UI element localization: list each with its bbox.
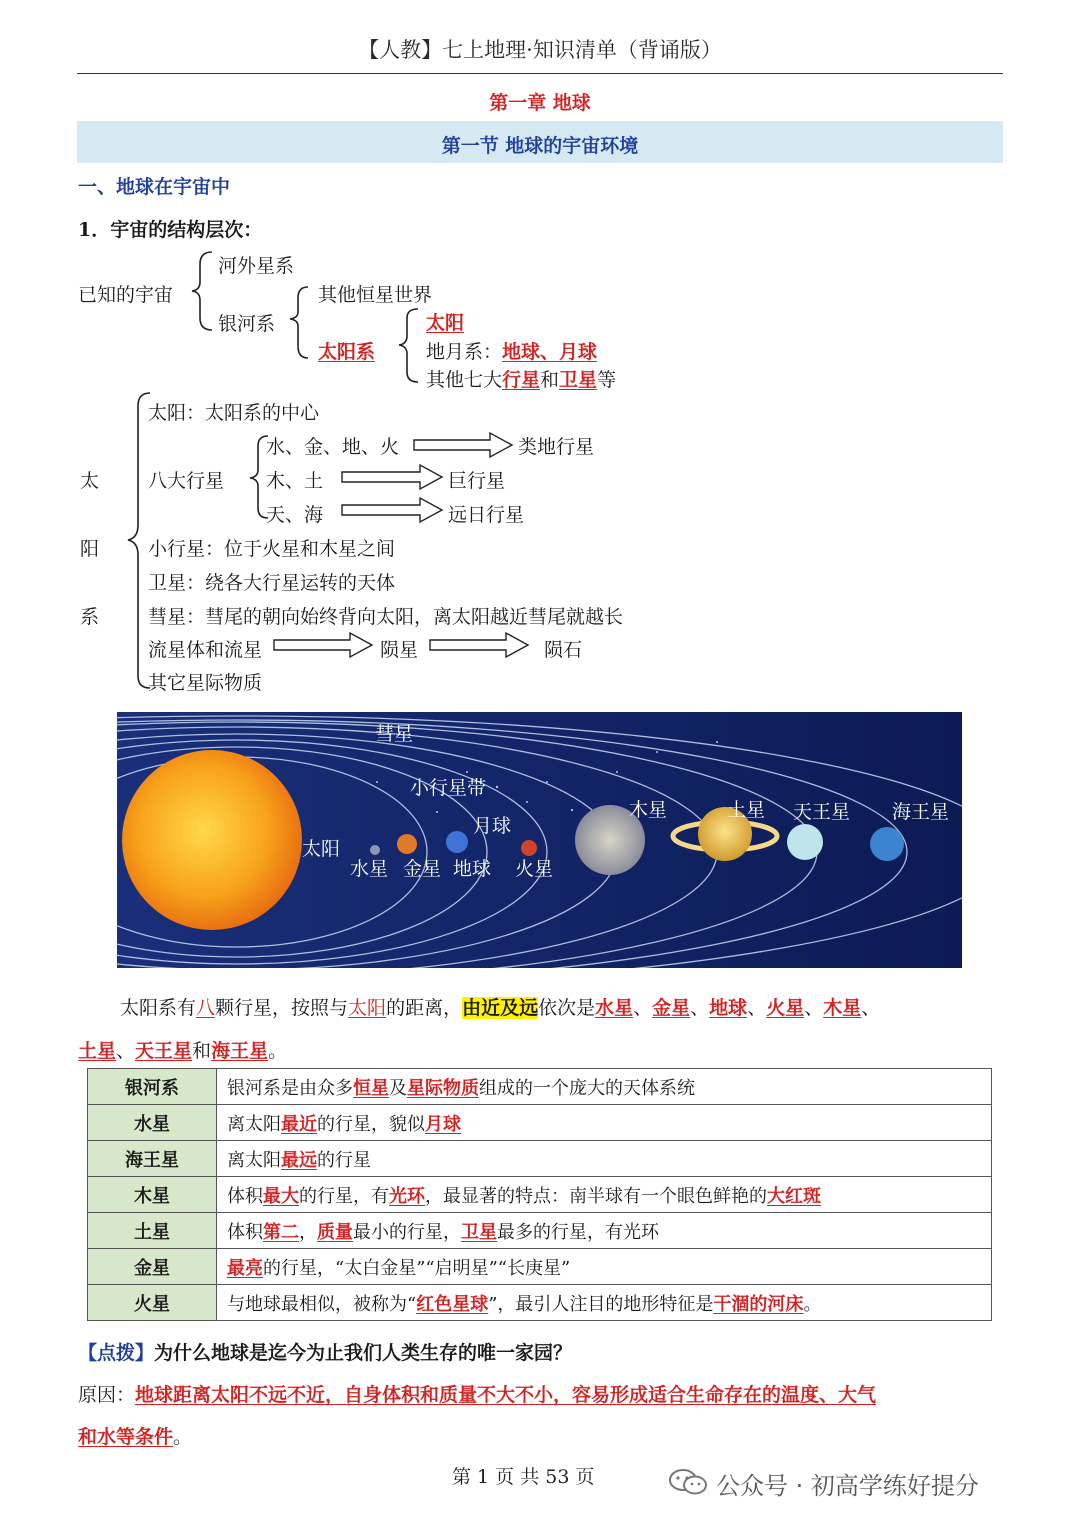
solar-root-char-3: 系 bbox=[80, 606, 100, 628]
node-milky-way: 银河系 bbox=[218, 313, 276, 335]
node-other-seven bbox=[426, 365, 616, 392]
comet-line: 彗星：彗尾的朝向始终背向太阳，离太阳越近彗尾就越长 bbox=[148, 606, 624, 628]
para-sun: 太阳 bbox=[348, 997, 387, 1019]
para-mars: 火星 bbox=[766, 997, 805, 1019]
para-eight: 八 bbox=[196, 997, 216, 1019]
far-group: 天、海 bbox=[266, 504, 324, 526]
meteoroid-line: 流星体和流星 bbox=[148, 639, 263, 661]
para-uranus: 天王星 bbox=[135, 1040, 193, 1062]
label-mars: 火星 bbox=[515, 858, 554, 880]
label-saturn: 土星 bbox=[727, 799, 766, 821]
para-and: 和 bbox=[192, 1040, 212, 1062]
far-planets: 远日行星 bbox=[448, 504, 525, 526]
row-key: 水星 bbox=[88, 1105, 217, 1141]
para-sep: 、 bbox=[747, 997, 767, 1019]
label-uranus: 天王星 bbox=[793, 801, 851, 823]
satellites-word: 卫星 bbox=[559, 369, 598, 391]
label-venus: 金星 bbox=[403, 858, 442, 880]
table-row bbox=[88, 1213, 992, 1249]
and-word: 和 bbox=[540, 369, 560, 391]
row-key: 银河系 bbox=[88, 1069, 217, 1105]
meteorite-stone: 陨石 bbox=[544, 639, 583, 661]
meteorite-fall: 陨星 bbox=[380, 639, 419, 661]
para-venus: 金星 bbox=[652, 997, 691, 1019]
part-heading: 一、地球在宇宙中 bbox=[78, 176, 231, 198]
para-sep: 、 bbox=[861, 997, 881, 1019]
chapter-title: 第一章 地球 bbox=[489, 92, 591, 114]
table-row bbox=[88, 1141, 992, 1177]
label-moon: 月球 bbox=[473, 815, 512, 837]
label-asteroid-belt: 小行星带 bbox=[410, 777, 487, 799]
para-sep: 、 bbox=[690, 997, 710, 1019]
solar-system-image bbox=[117, 712, 962, 968]
para-end: 。 bbox=[268, 1040, 288, 1062]
giant-planets: 巨行星 bbox=[448, 470, 506, 492]
item-heading: 1．宇宙的结构层次： bbox=[78, 219, 263, 241]
para-mercury: 水星 bbox=[595, 997, 634, 1019]
reason-text-2: 和水等条件 bbox=[78, 1426, 174, 1448]
tree-root-universe: 已知的宇宙 bbox=[78, 284, 174, 306]
planets-order-line-2 bbox=[78, 1036, 287, 1063]
earth-moon-label: 地月系： bbox=[426, 341, 503, 363]
label-earth: 地球 bbox=[453, 858, 492, 880]
node-earth-moon bbox=[426, 337, 597, 364]
watermark: 公众号 · 初高学练好提分 bbox=[716, 1472, 979, 1500]
para-jupiter: 木星 bbox=[823, 997, 862, 1019]
label-sun: 太阳 bbox=[302, 838, 341, 860]
other-seven-prefix: 其他七大 bbox=[426, 369, 503, 391]
para-text: 依次是 bbox=[538, 997, 596, 1019]
label-comet: 彗星 bbox=[375, 723, 414, 745]
node-sun: 太阳 bbox=[426, 312, 465, 334]
tip-line bbox=[78, 1338, 572, 1365]
planets-word: 行星 bbox=[502, 369, 541, 391]
row-value: 体积最大的行星，有光环，最显著的特点：南半球有一个眼色鲜艳的大红斑 bbox=[217, 1177, 992, 1213]
label-mercury: 水星 bbox=[350, 858, 389, 880]
label-neptune: 海王星 bbox=[892, 801, 950, 823]
row-value: 银河系是由众多恒星及星际物质组成的一个庞大的天体系统 bbox=[217, 1069, 992, 1105]
solar-root-char-2: 阳 bbox=[80, 538, 100, 560]
para-text: 的距离， bbox=[386, 997, 463, 1019]
row-value: 最亮的行星，“太白金星”“启明星”“长庚星” bbox=[217, 1249, 992, 1285]
planets-order-line-1 bbox=[120, 993, 880, 1020]
etc-word: 等 bbox=[597, 369, 617, 391]
label-jupiter: 木星 bbox=[629, 799, 668, 821]
para-sep: 、 bbox=[804, 997, 824, 1019]
row-key: 金星 bbox=[88, 1249, 217, 1285]
reason-line-1 bbox=[78, 1380, 876, 1407]
node-other-stars: 其他恒星世界 bbox=[318, 284, 433, 306]
terrestrial-group: 水、金、地、火 bbox=[266, 436, 400, 458]
para-highlight: 由近及远 bbox=[462, 997, 539, 1019]
tip-label: 【点拨】 bbox=[78, 1342, 155, 1364]
row-value: 与地球最相似，被称为“红色星球”，最引人注目的地形特征是干涸的河床。 bbox=[217, 1285, 992, 1321]
table-row bbox=[88, 1249, 992, 1285]
row-value: 体积第二，质量最小的行星，卫星最多的行星，有光环 bbox=[217, 1213, 992, 1249]
para-sep: 、 bbox=[633, 997, 653, 1019]
satellite-line: 卫星：绕各大行星运转的天体 bbox=[148, 572, 396, 594]
document-title: 【人教】七上地理·知识清单（背诵版） bbox=[358, 38, 722, 62]
row-key: 火星 bbox=[88, 1285, 217, 1321]
table-row bbox=[88, 1285, 992, 1321]
section-title: 第一节 地球的宇宙环境 bbox=[441, 135, 639, 157]
sun-line: 太阳：太阳系的中心 bbox=[148, 402, 320, 424]
para-earth: 地球 bbox=[709, 997, 748, 1019]
reason-label: 原因： bbox=[78, 1384, 136, 1406]
para-text: 太阳系有 bbox=[120, 997, 197, 1019]
table-row bbox=[88, 1177, 992, 1213]
wechat-icon bbox=[668, 1468, 708, 1496]
row-value: 离太阳最近的行星，貌似月球 bbox=[217, 1105, 992, 1141]
earth-moon-value: 地球、月球 bbox=[502, 341, 598, 363]
terrestrial-planets: 类地行星 bbox=[518, 436, 595, 458]
page-number: 第 1 页 共 53 页 bbox=[452, 1466, 595, 1488]
table-row bbox=[88, 1069, 992, 1105]
reason-text-1: 地球距离太阳不远不近，自身体积和质量不大不小，容易形成适合生命存在的温度、大气 bbox=[135, 1384, 877, 1406]
reason-line-2 bbox=[78, 1422, 192, 1449]
tip-question: 为什么地球是迄今为止我们人类生存的唯一家园？ bbox=[154, 1342, 573, 1364]
node-solar-system: 太阳系 bbox=[318, 341, 376, 363]
asteroid-line: 小行星：位于火星和木星之间 bbox=[148, 538, 396, 560]
eight-planets: 八大行星 bbox=[148, 470, 225, 492]
node-extragalactic: 河外星系 bbox=[218, 255, 295, 277]
solar-root-char-1: 太 bbox=[80, 470, 100, 492]
planet-facts-table bbox=[87, 1068, 992, 1321]
row-key: 木星 bbox=[88, 1177, 217, 1213]
para-saturn: 土星 bbox=[78, 1040, 117, 1062]
para-text: 颗行星，按照与 bbox=[215, 997, 349, 1019]
giant-group: 木、土 bbox=[266, 470, 324, 492]
para-neptune: 海王星 bbox=[211, 1040, 269, 1062]
reason-end: 。 bbox=[173, 1426, 193, 1448]
row-key: 土星 bbox=[88, 1213, 217, 1249]
para-sep: 、 bbox=[116, 1040, 136, 1062]
table-row bbox=[88, 1105, 992, 1141]
row-key: 海王星 bbox=[88, 1141, 217, 1177]
row-value: 离太阳最远的行星 bbox=[217, 1141, 992, 1177]
interstellar-line: 其它星际物质 bbox=[148, 672, 263, 694]
